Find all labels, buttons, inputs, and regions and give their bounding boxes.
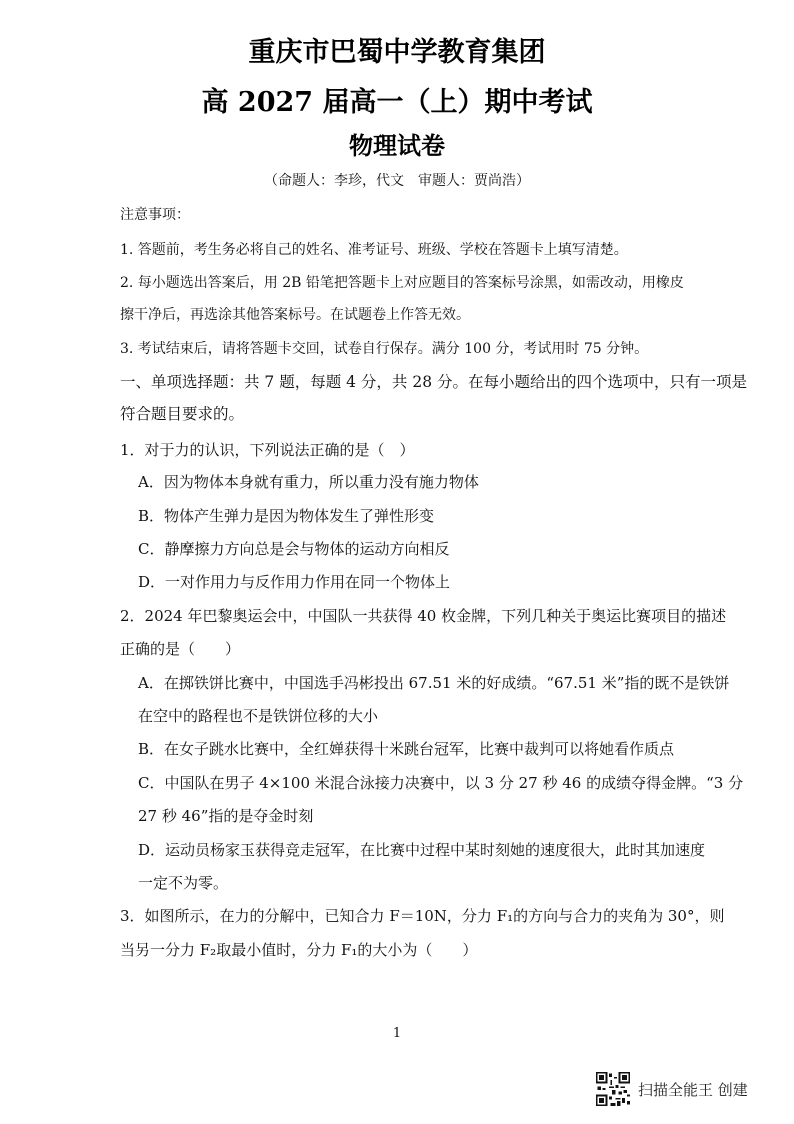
- note-3: 3. 考试结束后，请将答题卡交回，试卷自行保存。满分 100 分，考试用时 75 分钟。: [120, 341, 649, 357]
- question-1-option-a: A．因为物体本身就有重力，所以重力没有施力物体: [138, 473, 479, 491]
- section-1-heading-line-2: 符合题目要求的。: [120, 405, 245, 423]
- authors-line: （命题人：李珍，代文 审题人：贾尚浩）: [264, 173, 530, 189]
- subject-title: 物理试卷: [349, 131, 445, 160]
- question-3-stem-line-1: 3．如图所示，在力的分解中，已知合力 F＝10N，分力 F₁的方向与合力的夹角为 30°，则: [120, 907, 725, 925]
- question-1-stem: 1．对于力的认识，下列说法正确的是（ ）: [120, 441, 415, 459]
- section-1-heading-line-1: 一、单项选择题：共 7 题，每题 4 分，共 28 分。在每小题给出的四个选项中，只有一项是: [120, 373, 748, 391]
- scanner-label: 扫描全能王 创建: [638, 1080, 748, 1099]
- question-2-stem-line-1: 2．2024 年巴黎奥运会中，中国队一共获得 40 枚金牌，下列几种关于奥运比赛项目的描述: [120, 607, 727, 625]
- note-2-line-1: 2. 每小题选出答案后，用 2B 铅笔把答题卡上对应题目的答案标号涂黑，如需改动，用橡皮: [120, 275, 684, 291]
- question-2-option-a-line-2: 在空中的路程也不是铁饼位移的大小: [138, 707, 379, 725]
- question-2-option-b: B．在女子跳水比赛中，全红婵获得十米跳台冠军，比赛中裁判可以将她看作质点: [138, 740, 675, 758]
- question-2-option-c-line-1: C．中国队在男子 4×100 米混合泳接力决赛中，以 3 分 27 秒 46 的成绩夺得金牌。“3 分: [138, 774, 744, 792]
- note-2-line-2: 擦干净后，再选涂其他答案标号。在试题卷上作答无效。: [120, 307, 470, 323]
- question-2-option-a-line-1: A．在掷铁饼比赛中，中国选手冯彬投出 67.51 米的好成绩。“67.51 米”指的既不是铁饼: [138, 674, 730, 692]
- school-title: 重庆市巴蜀中学教育集团: [248, 37, 546, 68]
- note-1: 1. 答题前，考生务必将自己的姓名、准考证号、班级、学校在答题卡上填写清楚。: [120, 242, 628, 258]
- exam-title: 高 2027 届高一（上）期中考试: [201, 87, 593, 118]
- question-2-option-c-line-2: 27 秒 46”指的是夺金时刻: [138, 807, 314, 825]
- question-2-option-d-line-1: D．运动员杨家玉获得竞走冠军，在比赛中过程中某时刻她的速度很大，此时其加速度: [138, 841, 706, 859]
- page-number: 1: [392, 1026, 402, 1041]
- scanner-watermark: [596, 1072, 748, 1106]
- notes-heading: 注意事项：: [120, 207, 190, 223]
- question-1-option-b: B．物体产生弹力是因为物体发生了弹性形变: [138, 507, 435, 525]
- question-1-option-c: C．静摩擦力方向总是会与物体的运动方向相反: [138, 540, 450, 558]
- question-2-stem-line-2: 正确的是（ ）: [120, 640, 241, 658]
- qr-code-icon: [596, 1072, 630, 1106]
- question-3-stem-line-2: 当另一分力 F₂取最小值时，分力 F₁的大小为（ ）: [120, 941, 478, 959]
- question-2-option-d-line-2: 一定不为零。: [138, 874, 229, 892]
- question-1-option-d: D．一对作用力与反作用力作用在同一个物体上: [138, 573, 451, 591]
